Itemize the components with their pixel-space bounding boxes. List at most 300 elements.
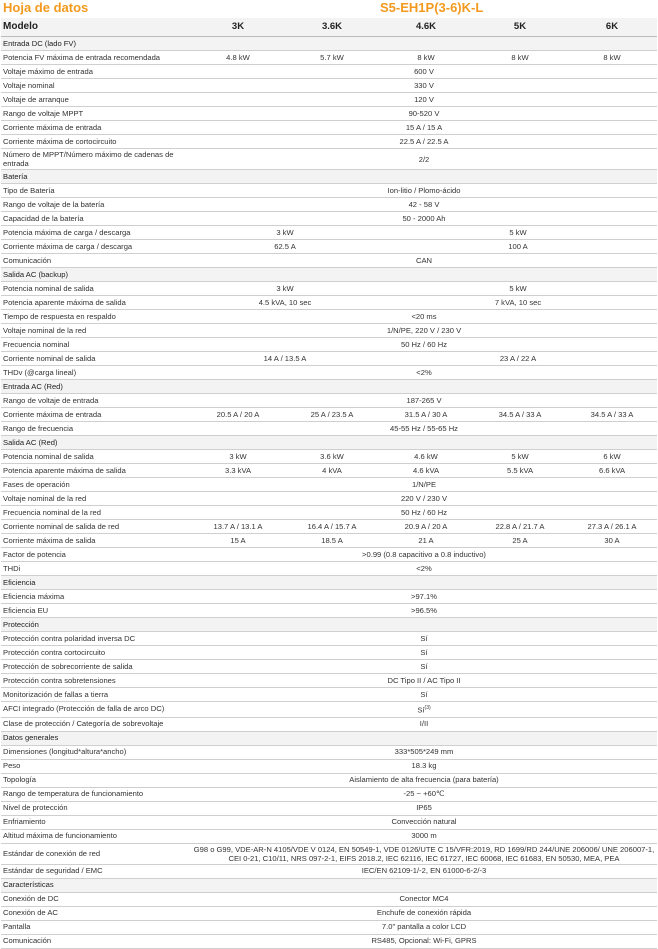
spec-value [379, 464, 473, 478]
model-5k: 5K [473, 18, 567, 37]
spec-label: Conexión de DC [1, 892, 191, 906]
spec-value [191, 79, 657, 93]
spec-value [379, 240, 657, 254]
spec-value [191, 548, 657, 562]
spec-value [191, 324, 657, 338]
spec-value-text: 3 kW [229, 451, 247, 461]
spec-label: Comunicación [1, 934, 191, 948]
spec-value [191, 254, 657, 268]
spec-label: Rango de temperatura de funcionamiento [1, 787, 191, 801]
spec-label: Tiempo de respuesta en respaldo [1, 310, 191, 324]
spec-row [1, 773, 657, 787]
spec-value-text: -25 ~ +60℃ [403, 789, 445, 799]
spec-label: Rango de voltaje de entrada [1, 394, 191, 408]
datasheet-table [1, 18, 657, 949]
spec-label: Estándar de conexión de red [1, 843, 191, 864]
spec-value-text: 25 A [512, 535, 528, 545]
spec-value [191, 408, 285, 422]
spec-value [285, 408, 379, 422]
spec-row [1, 843, 657, 864]
spec-value [285, 51, 379, 65]
spec-value [191, 604, 657, 618]
spec-row [1, 408, 657, 422]
spec-label: Protección contra polaridad inversa DC [1, 632, 191, 646]
spec-value-text: 3000 m [411, 831, 437, 841]
spec-value [191, 717, 657, 731]
spec-value [191, 93, 657, 107]
spec-value [567, 464, 657, 478]
spec-row [1, 660, 657, 674]
spec-label: Pantalla [1, 920, 191, 934]
spec-row [1, 906, 657, 920]
spec-value-text: 34.5 A / 33 A [590, 409, 634, 419]
spec-body [1, 37, 657, 949]
spec-value [191, 590, 657, 604]
spec-row [1, 135, 657, 149]
spec-value-text: 333*505*249 mm [394, 747, 454, 757]
spec-row [1, 338, 657, 352]
spec-value-text: 5 kW [511, 451, 529, 461]
spec-value [379, 226, 657, 240]
spec-value-text: 4 kVA [322, 465, 342, 475]
spec-value-text: 3 kW [276, 227, 294, 237]
spec-value-text: 5.7 kW [320, 52, 344, 62]
spec-value [379, 408, 473, 422]
spec-value [191, 366, 657, 380]
spec-value [567, 51, 657, 65]
spec-value-text: 15 A [230, 535, 246, 545]
spec-value-text: Enchufe de conexión rápida [376, 908, 472, 918]
spec-value [191, 934, 657, 948]
spec-label: Nivel de protección [1, 801, 191, 815]
spec-value-text: 42 - 58 V [408, 199, 440, 209]
spec-value-text: >97.1% [411, 591, 437, 601]
spec-label: Voltaje nominal [1, 79, 191, 93]
spec-value [379, 282, 657, 296]
spec-value [191, 660, 657, 674]
spec-value [191, 562, 657, 576]
section-header [1, 170, 657, 184]
spec-value [191, 51, 285, 65]
spec-value [191, 520, 285, 534]
model-header-row [1, 18, 657, 37]
spec-value-text: IP65 [416, 803, 432, 813]
spec-value [567, 534, 657, 548]
section-header [1, 436, 657, 450]
spec-value [473, 51, 567, 65]
spec-row [1, 892, 657, 906]
spec-value-text: 120 V [414, 94, 434, 104]
spec-value-text: 600 V [414, 66, 434, 76]
spec-value [285, 534, 379, 548]
spec-value-text: 23 A / 22 A [499, 353, 537, 363]
spec-value-text: 30 A [604, 535, 620, 545]
page-title: Hoja de datos [3, 0, 89, 15]
spec-row [1, 801, 657, 815]
spec-row [1, 548, 657, 562]
spec-row [1, 478, 657, 492]
spec-value-text: Sí [420, 661, 428, 671]
spec-value [191, 632, 657, 646]
spec-value [379, 534, 473, 548]
spec-value-text: I/II [419, 719, 429, 729]
spec-value-text: 27.3 A / 26.1 A [587, 521, 637, 531]
spec-value-text: 21 A [418, 535, 434, 545]
section-title: Salida AC (backup) [1, 268, 657, 282]
spec-row [1, 422, 657, 436]
spec-value [191, 310, 657, 324]
spec-value [285, 464, 379, 478]
spec-value [191, 892, 657, 906]
spec-value-text: 7.0" pantalla a color LCD [381, 922, 467, 932]
spec-value [191, 801, 657, 815]
spec-value [191, 240, 379, 254]
spec-value-text: G98 o G99, VDE-AR-N 4105/VDE V 0124, EN 50549-1, VDE 0126/UTE C 15/VFR:2019, RD 1699/RD 244/UNE 206006/ UNE 206007-1, CEI 0-21, C10/11, NRS 097-2-1, EIFS 2018.2, IEC 62116, IEC 61727, IEC 60068, IEC 61683, EN 50530, MEA, PEA [193, 844, 655, 863]
spec-value [191, 352, 379, 366]
spec-row [1, 520, 657, 534]
spec-label: Voltaje nominal de la red [1, 492, 191, 506]
spec-row [1, 590, 657, 604]
spec-value [191, 674, 657, 688]
section-title: Entrada DC (lado FV) [1, 37, 657, 51]
spec-label: Factor de potencia [1, 548, 191, 562]
spec-label: Comunicación [1, 254, 191, 268]
spec-value [285, 520, 379, 534]
spec-row [1, 198, 657, 212]
spec-value-text: 20.9 A / 20 A [404, 521, 448, 531]
spec-value [191, 296, 379, 310]
spec-label: Voltaje nominal de la red [1, 324, 191, 338]
spec-row [1, 352, 657, 366]
spec-value [379, 296, 657, 310]
spec-value [191, 906, 657, 920]
spec-label: Corriente máxima de entrada [1, 408, 191, 422]
spec-value-text: 31.5 A / 30 A [404, 409, 448, 419]
spec-row [1, 674, 657, 688]
spec-label: Protección contra sobretensiones [1, 674, 191, 688]
spec-row [1, 93, 657, 107]
section-title: Salida AC (Red) [1, 436, 657, 450]
spec-label: Voltaje máximo de entrada [1, 65, 191, 79]
model-3-6k: 3.6K [285, 18, 379, 37]
spec-row [1, 759, 657, 773]
spec-value [473, 450, 567, 464]
spec-value [191, 478, 657, 492]
spec-label: Potencia aparente máxima de salida [1, 296, 191, 310]
spec-row [1, 534, 657, 548]
spec-value-text: 4.6 kVA [412, 465, 440, 475]
spec-label: Topología [1, 773, 191, 787]
spec-value [191, 65, 657, 79]
spec-value-text: 16.4 A / 15.7 A [307, 521, 357, 531]
spec-value [191, 745, 657, 759]
spec-row [1, 920, 657, 934]
spec-value [191, 773, 657, 787]
product-name: S5-EH1P(3-6)K-L [380, 0, 484, 15]
spec-value-text: 8 kW [417, 52, 435, 62]
spec-value [567, 450, 657, 464]
spec-row [1, 745, 657, 759]
spec-label: Potencia máxima de carga / descarga [1, 226, 191, 240]
spec-row [1, 310, 657, 324]
spec-label: Eficiencia EU [1, 604, 191, 618]
spec-value [191, 422, 657, 436]
spec-value [379, 352, 657, 366]
spec-label: Eficiencia máxima [1, 590, 191, 604]
spec-label: Dimensiones (longitud*altura*ancho) [1, 745, 191, 759]
spec-row [1, 184, 657, 198]
spec-value [473, 408, 567, 422]
spec-row [1, 604, 657, 618]
spec-value-text: IEC/EN 62109-1/-2, EN 61000-6-2/-3 [361, 866, 487, 876]
spec-value-text: CAN [415, 255, 433, 265]
model-4-6k: 4.6K [379, 18, 473, 37]
spec-value-text: 34.5 A / 33 A [498, 409, 542, 419]
spec-label: Capacidad de la batería [1, 212, 191, 226]
spec-label: AFCI integrado (Protección de falla de arco DC) [1, 702, 191, 718]
spec-label: Altitud máxima de funcionamiento [1, 829, 191, 843]
spec-row [1, 717, 657, 731]
section-header [1, 878, 657, 892]
spec-label: Conexión de AC [1, 906, 191, 920]
spec-value [191, 506, 657, 520]
spec-value [191, 184, 657, 198]
section-title: Batería [1, 170, 657, 184]
spec-row [1, 450, 657, 464]
spec-label: Protección de sobrecorriente de salida [1, 660, 191, 674]
spec-value [191, 212, 657, 226]
spec-row [1, 51, 657, 65]
spec-value-text: 3 kW [276, 283, 294, 293]
spec-value-text: 8 kW [511, 52, 529, 62]
spec-value [191, 843, 657, 864]
spec-value-text: Convección natural [391, 817, 457, 827]
spec-value-text: 50 Hz / 60 Hz [400, 339, 447, 349]
spec-label: Rango de voltaje de la batería [1, 198, 191, 212]
spec-row [1, 632, 657, 646]
spec-value-text: 5 kW [509, 227, 527, 237]
spec-value-text: Aislamiento de alta frecuencia (para batería) [349, 775, 499, 785]
spec-value-text: 22.8 A / 21.7 A [495, 521, 545, 531]
spec-label: Potencia aparente máxima de salida [1, 464, 191, 478]
spec-value-text: 14 A / 13.5 A [263, 353, 307, 363]
spec-label: Corriente nominal de salida de red [1, 520, 191, 534]
spec-value-text: RS485, Opcional: Wi-Fi, GPRS [371, 936, 477, 946]
spec-value-text: <20 ms [411, 311, 437, 321]
spec-value [191, 534, 285, 548]
spec-value-text: 1/N/PE [411, 479, 437, 489]
spec-label: Frecuencia nominal [1, 338, 191, 352]
spec-value-text: 3.6 kW [320, 451, 344, 461]
spec-value [567, 520, 657, 534]
section-header [1, 618, 657, 632]
spec-value [191, 226, 379, 240]
spec-value-text: DC Tipo II / AC Tipo II [387, 675, 461, 685]
model-3k: 3K [191, 18, 285, 37]
section-title: Protección [1, 618, 657, 632]
spec-value-text: >0.99 (0.8 capacitivo a 0.8 inductivo) [362, 549, 486, 559]
spec-value [379, 450, 473, 464]
spec-label: Rango de frecuencia [1, 422, 191, 436]
section-header [1, 268, 657, 282]
spec-value [191, 759, 657, 773]
spec-value [191, 282, 379, 296]
spec-value [567, 408, 657, 422]
spec-value [379, 51, 473, 65]
spec-value-text: 25 A / 23.5 A [310, 409, 354, 419]
spec-value-text: 20.5 A / 20 A [216, 409, 260, 419]
spec-row [1, 366, 657, 380]
section-title: Características [1, 878, 657, 892]
spec-label: Corriente máxima de carga / descarga [1, 240, 191, 254]
spec-label: THDi [1, 562, 191, 576]
section-title: Eficiencia [1, 576, 657, 590]
spec-value [473, 534, 567, 548]
spec-value-text: 22.5 A / 22.5 A [399, 136, 449, 146]
spec-value [191, 338, 657, 352]
spec-value [191, 450, 285, 464]
spec-label: Protección contra cortocircuito [1, 646, 191, 660]
spec-label: Estándar de seguridad / EMC [1, 864, 191, 878]
spec-row [1, 829, 657, 843]
spec-label: Corriente máxima de cortocircuito [1, 135, 191, 149]
spec-value-text: 1/N/PE, 220 V / 230 V [386, 325, 462, 335]
spec-value-text: Ion-litio / Plomo-ácido [387, 185, 461, 195]
spec-value-text: 6 kW [603, 451, 621, 461]
spec-label: Frecuencia nominal de la red [1, 506, 191, 520]
spec-row [1, 212, 657, 226]
section-header [1, 731, 657, 745]
spec-label: Potencia nominal de salida [1, 282, 191, 296]
spec-label: Fases de operación [1, 478, 191, 492]
spec-row [1, 464, 657, 478]
spec-row [1, 492, 657, 506]
section-header [1, 37, 657, 51]
spec-value-text: 4.8 kW [226, 52, 250, 62]
spec-value-text: 7 kVA, 10 sec [494, 297, 542, 307]
spec-value-text: 6.6 kVA [598, 465, 626, 475]
spec-value-text: 220 V / 230 V [400, 493, 448, 503]
spec-value [191, 829, 657, 843]
section-header [1, 380, 657, 394]
spec-row [1, 562, 657, 576]
spec-value-text: 90-520 V [408, 108, 440, 118]
spec-row [1, 934, 657, 948]
spec-row [1, 787, 657, 801]
spec-value [191, 198, 657, 212]
spec-row [1, 107, 657, 121]
spec-row [1, 702, 657, 718]
spec-value-text: 187-265 V [406, 395, 442, 405]
spec-label: Corriente máxima de entrada [1, 121, 191, 135]
spec-row [1, 226, 657, 240]
spec-value-text: 45-55 Hz / 55-65 Hz [390, 423, 458, 433]
spec-value [191, 135, 657, 149]
spec-value [191, 121, 657, 135]
model-label: Modelo [1, 18, 191, 37]
spec-value-text: Sí [420, 689, 428, 699]
spec-value-text: 4.5 kVA, 10 sec [258, 297, 312, 307]
spec-row [1, 65, 657, 79]
spec-value-text: 5.5 kVA [506, 465, 534, 475]
spec-label: Tipo de Batería [1, 184, 191, 198]
spec-value-text: Sí [420, 633, 428, 643]
spec-value [191, 815, 657, 829]
spec-value-text: <2% [416, 563, 432, 573]
spec-label: Peso [1, 759, 191, 773]
spec-value [191, 149, 657, 170]
spec-row [1, 688, 657, 702]
spec-row [1, 864, 657, 878]
spec-value [285, 450, 379, 464]
footnote-mark: (3) [424, 705, 431, 711]
spec-value [191, 702, 657, 718]
spec-row [1, 324, 657, 338]
spec-value [191, 646, 657, 660]
spec-row [1, 296, 657, 310]
section-title: Datos generales [1, 731, 657, 745]
page-header [0, 0, 658, 18]
spec-value-text: 3.3 kVA [224, 465, 252, 475]
spec-row [1, 282, 657, 296]
spec-value-text: 2/2 [418, 154, 430, 164]
spec-label: Rango de voltaje MPPT [1, 107, 191, 121]
spec-value-text: 330 V [414, 80, 434, 90]
spec-row [1, 394, 657, 408]
spec-label: Voltaje de arranque [1, 93, 191, 107]
section-header [1, 576, 657, 590]
spec-label: THDv (@carga lineal) [1, 366, 191, 380]
spec-value-text: Conector MC4 [399, 894, 449, 904]
spec-value [191, 107, 657, 121]
spec-row [1, 121, 657, 135]
spec-value-text: <2% [416, 367, 432, 377]
spec-value-text: 13.7 A / 13.1 A [213, 521, 263, 531]
spec-value [191, 688, 657, 702]
spec-label: Corriente nominal de salida [1, 352, 191, 366]
spec-value [191, 920, 657, 934]
spec-value-text: 50 - 2000 Ah [402, 213, 446, 223]
spec-value [191, 864, 657, 878]
spec-label: Clase de protección / Categoría de sobrevoltaje [1, 717, 191, 731]
spec-label: Potencia nominal de salida [1, 450, 191, 464]
spec-value-text: Sí [417, 705, 425, 715]
spec-row [1, 149, 657, 170]
spec-value [191, 464, 285, 478]
spec-value-text: 100 A [508, 241, 528, 251]
spec-value-text: 18.3 kg [411, 761, 437, 771]
spec-label: Enfriamiento [1, 815, 191, 829]
spec-label: Monitorización de fallas a tierra [1, 688, 191, 702]
spec-value [191, 492, 657, 506]
spec-value-text: >96.5% [411, 605, 437, 615]
spec-value [191, 787, 657, 801]
spec-value-text: 18.5 A [321, 535, 343, 545]
spec-label: Número de MPPT/Número máximo de cadenas de entrada [1, 149, 191, 170]
spec-row [1, 815, 657, 829]
spec-value-text: 15 A / 15 A [405, 122, 443, 132]
spec-row [1, 254, 657, 268]
spec-label: Potencia FV máxima de entrada recomendada [1, 51, 191, 65]
spec-row [1, 506, 657, 520]
spec-value-text: 4.6 kW [414, 451, 438, 461]
spec-row [1, 79, 657, 93]
spec-value [473, 464, 567, 478]
spec-value-text: 5 kW [509, 283, 527, 293]
spec-value [473, 520, 567, 534]
spec-label: Corriente máxima de salida [1, 534, 191, 548]
spec-value-text: Sí [420, 647, 428, 657]
